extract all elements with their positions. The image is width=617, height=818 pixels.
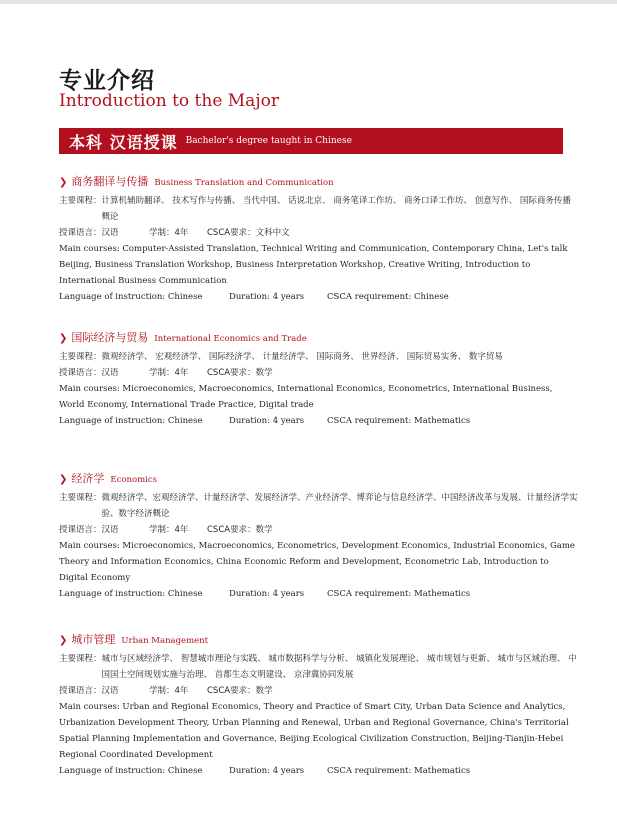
- courses-label-cn: 主要课程：: [59, 196, 102, 206]
- duration-en: Duration: 4 years: [229, 589, 305, 599]
- chevron-right-icon: ❯: [59, 333, 68, 344]
- section-title-cn: 国际经济与贸易: [71, 331, 149, 344]
- csca-cn: CSCA要求：文科中文: [207, 228, 290, 238]
- section-heading: [59, 329, 579, 347]
- duration-en: Duration: 4 years: [229, 766, 305, 776]
- info-en: [59, 586, 579, 602]
- csca-cn: CSCA要求：数学: [207, 525, 273, 535]
- banner-title-en: Bachelor's degree taught in Chinese: [185, 136, 352, 146]
- lang-cn: 授课语言：汉语: [59, 525, 119, 535]
- section-title-en: Business Translation and Communication: [154, 178, 334, 188]
- courses-list-cn: 城市与区域经济学、 智慧城市理论与实践、 城市数据科学与分析、 城镇化发展理论、 城市规划与更新、 城市与区域治理、 中国国土空间规划实施与治理、 首都生态文明建设、 京津冀协同发展: [101, 654, 577, 680]
- duration-en: Duration: 4 years: [229, 416, 305, 426]
- courses-list-cn: 计算机辅助翻译、 技术写作与传播、 当代中国、 话说北京、 商务笔译工作坊、 商务口译工作坊、 创意写作、 国际商务传播概论: [101, 196, 571, 222]
- courses-list-cn: 微观经济学、 宏观经济学、 国际经济学、 计量经济学、 国际商务、 世界经济、 国际贸易实务、 数字贸易: [101, 352, 503, 362]
- section-banner: [59, 128, 563, 154]
- page-title-cn: 专业介绍: [59, 68, 155, 94]
- duration-cn: 学制：4年: [149, 228, 189, 238]
- section-title-en: Economics: [110, 475, 157, 485]
- lang-cn: 授课语言：汉语: [59, 686, 119, 696]
- major-section-business-translation: [59, 173, 579, 305]
- lang-en: Language of instruction: Chinese: [59, 292, 203, 302]
- section-heading: [59, 173, 579, 191]
- info-en: [59, 413, 579, 429]
- courses-cn: [59, 651, 579, 683]
- main-courses-en: Main courses: Microeconomics, Macroeconomics, International Economics, Econometrics, International Business, World Economy, International Trade Practice, Digital trade: [59, 384, 553, 410]
- section-title-en: International Economics and Trade: [154, 334, 307, 344]
- lang-cn: 授课语言：汉语: [59, 228, 119, 238]
- info-en: [59, 763, 579, 779]
- csca-cn: CSCA要求：数学: [207, 368, 273, 378]
- chevron-right-icon: ❯: [59, 474, 68, 485]
- csca-en: CSCA requirement: Mathematics: [327, 589, 471, 599]
- courses-list-cn: 微观经济学、宏观经济学、计量经济学、发展经济学、产业经济学、博弈论与信息经济学、中国经济改革与发展、计量经济学实验、数字经济概论: [101, 493, 578, 519]
- info-cn: [59, 522, 579, 538]
- major-section-intl-economics-trade: [59, 329, 579, 429]
- section-heading: [59, 470, 579, 488]
- courses-cn: [59, 349, 579, 365]
- lang-en: Language of instruction: Chinese: [59, 766, 203, 776]
- courses-cn: [59, 193, 579, 225]
- banner-title-cn: 本科 汉语授课: [69, 132, 178, 152]
- info-cn: [59, 365, 579, 381]
- section-title-cn: 经济学: [71, 472, 105, 485]
- info-en: [59, 289, 579, 305]
- csca-en: CSCA requirement: Mathematics: [327, 416, 471, 426]
- chevron-right-icon: ❯: [59, 635, 68, 646]
- major-section-economics: [59, 470, 579, 602]
- page-title-en: Introduction to the Major: [59, 91, 279, 111]
- duration-cn: 学制：4年: [149, 686, 189, 696]
- duration-en: Duration: 4 years: [229, 292, 305, 302]
- courses-label-cn: 主要课程：: [59, 654, 102, 664]
- section-title-cn: 城市管理: [71, 633, 116, 646]
- csca-en: CSCA requirement: Mathematics: [327, 766, 471, 776]
- courses-label-cn: 主要课程：: [59, 493, 102, 503]
- top-divider: [0, 0, 617, 4]
- chevron-right-icon: ❯: [59, 177, 68, 188]
- courses-label-cn: 主要课程：: [59, 352, 102, 362]
- section-title-en: Urban Management: [121, 636, 209, 646]
- courses-cn: [59, 490, 579, 522]
- lang-cn: 授课语言：汉语: [59, 368, 119, 378]
- section-title-cn: 商务翻译与传播: [71, 175, 149, 188]
- lang-en: Language of instruction: Chinese: [59, 416, 203, 426]
- duration-cn: 学制：4年: [149, 525, 189, 535]
- lang-en: Language of instruction: Chinese: [59, 589, 203, 599]
- main-courses-en: Main courses: Microeconomics, Macroeconomics, Econometrics, Development Economics, Industrial Economics, Game Theory and Information Economics, China Economic Reform and Development, Econometric Lab, Introduction to Digital Economy: [59, 541, 575, 583]
- info-cn: [59, 225, 579, 241]
- major-section-urban-management: [59, 631, 579, 779]
- info-cn: [59, 683, 579, 699]
- csca-cn: CSCA要求：数学: [207, 686, 273, 696]
- section-heading: [59, 631, 579, 649]
- main-courses-en: Main courses: Computer-Assisted Translation, Technical Writing and Communication, Contemporary China, Let's talk Beijing, Business Translation Workshop, Business Interpretation Workshop, Creative Writing, Introduction to International Business Communication: [59, 244, 568, 286]
- main-courses-en: Main courses: Urban and Regional Economics, Theory and Practice of Smart City, Urban Data Science and Analytics, Urbanization Development Theory, Urban Planning and Renewal, Urban and Regional Governance, China's Territorial Spatial Planning Implementation and Governance, Beijing Ecological Civilization Construction, Beijing-Tianjin-Hebei Regional Coordinated Development: [59, 702, 569, 760]
- csca-en: CSCA requirement: Chinese: [327, 292, 449, 302]
- duration-cn: 学制：4年: [149, 368, 189, 378]
